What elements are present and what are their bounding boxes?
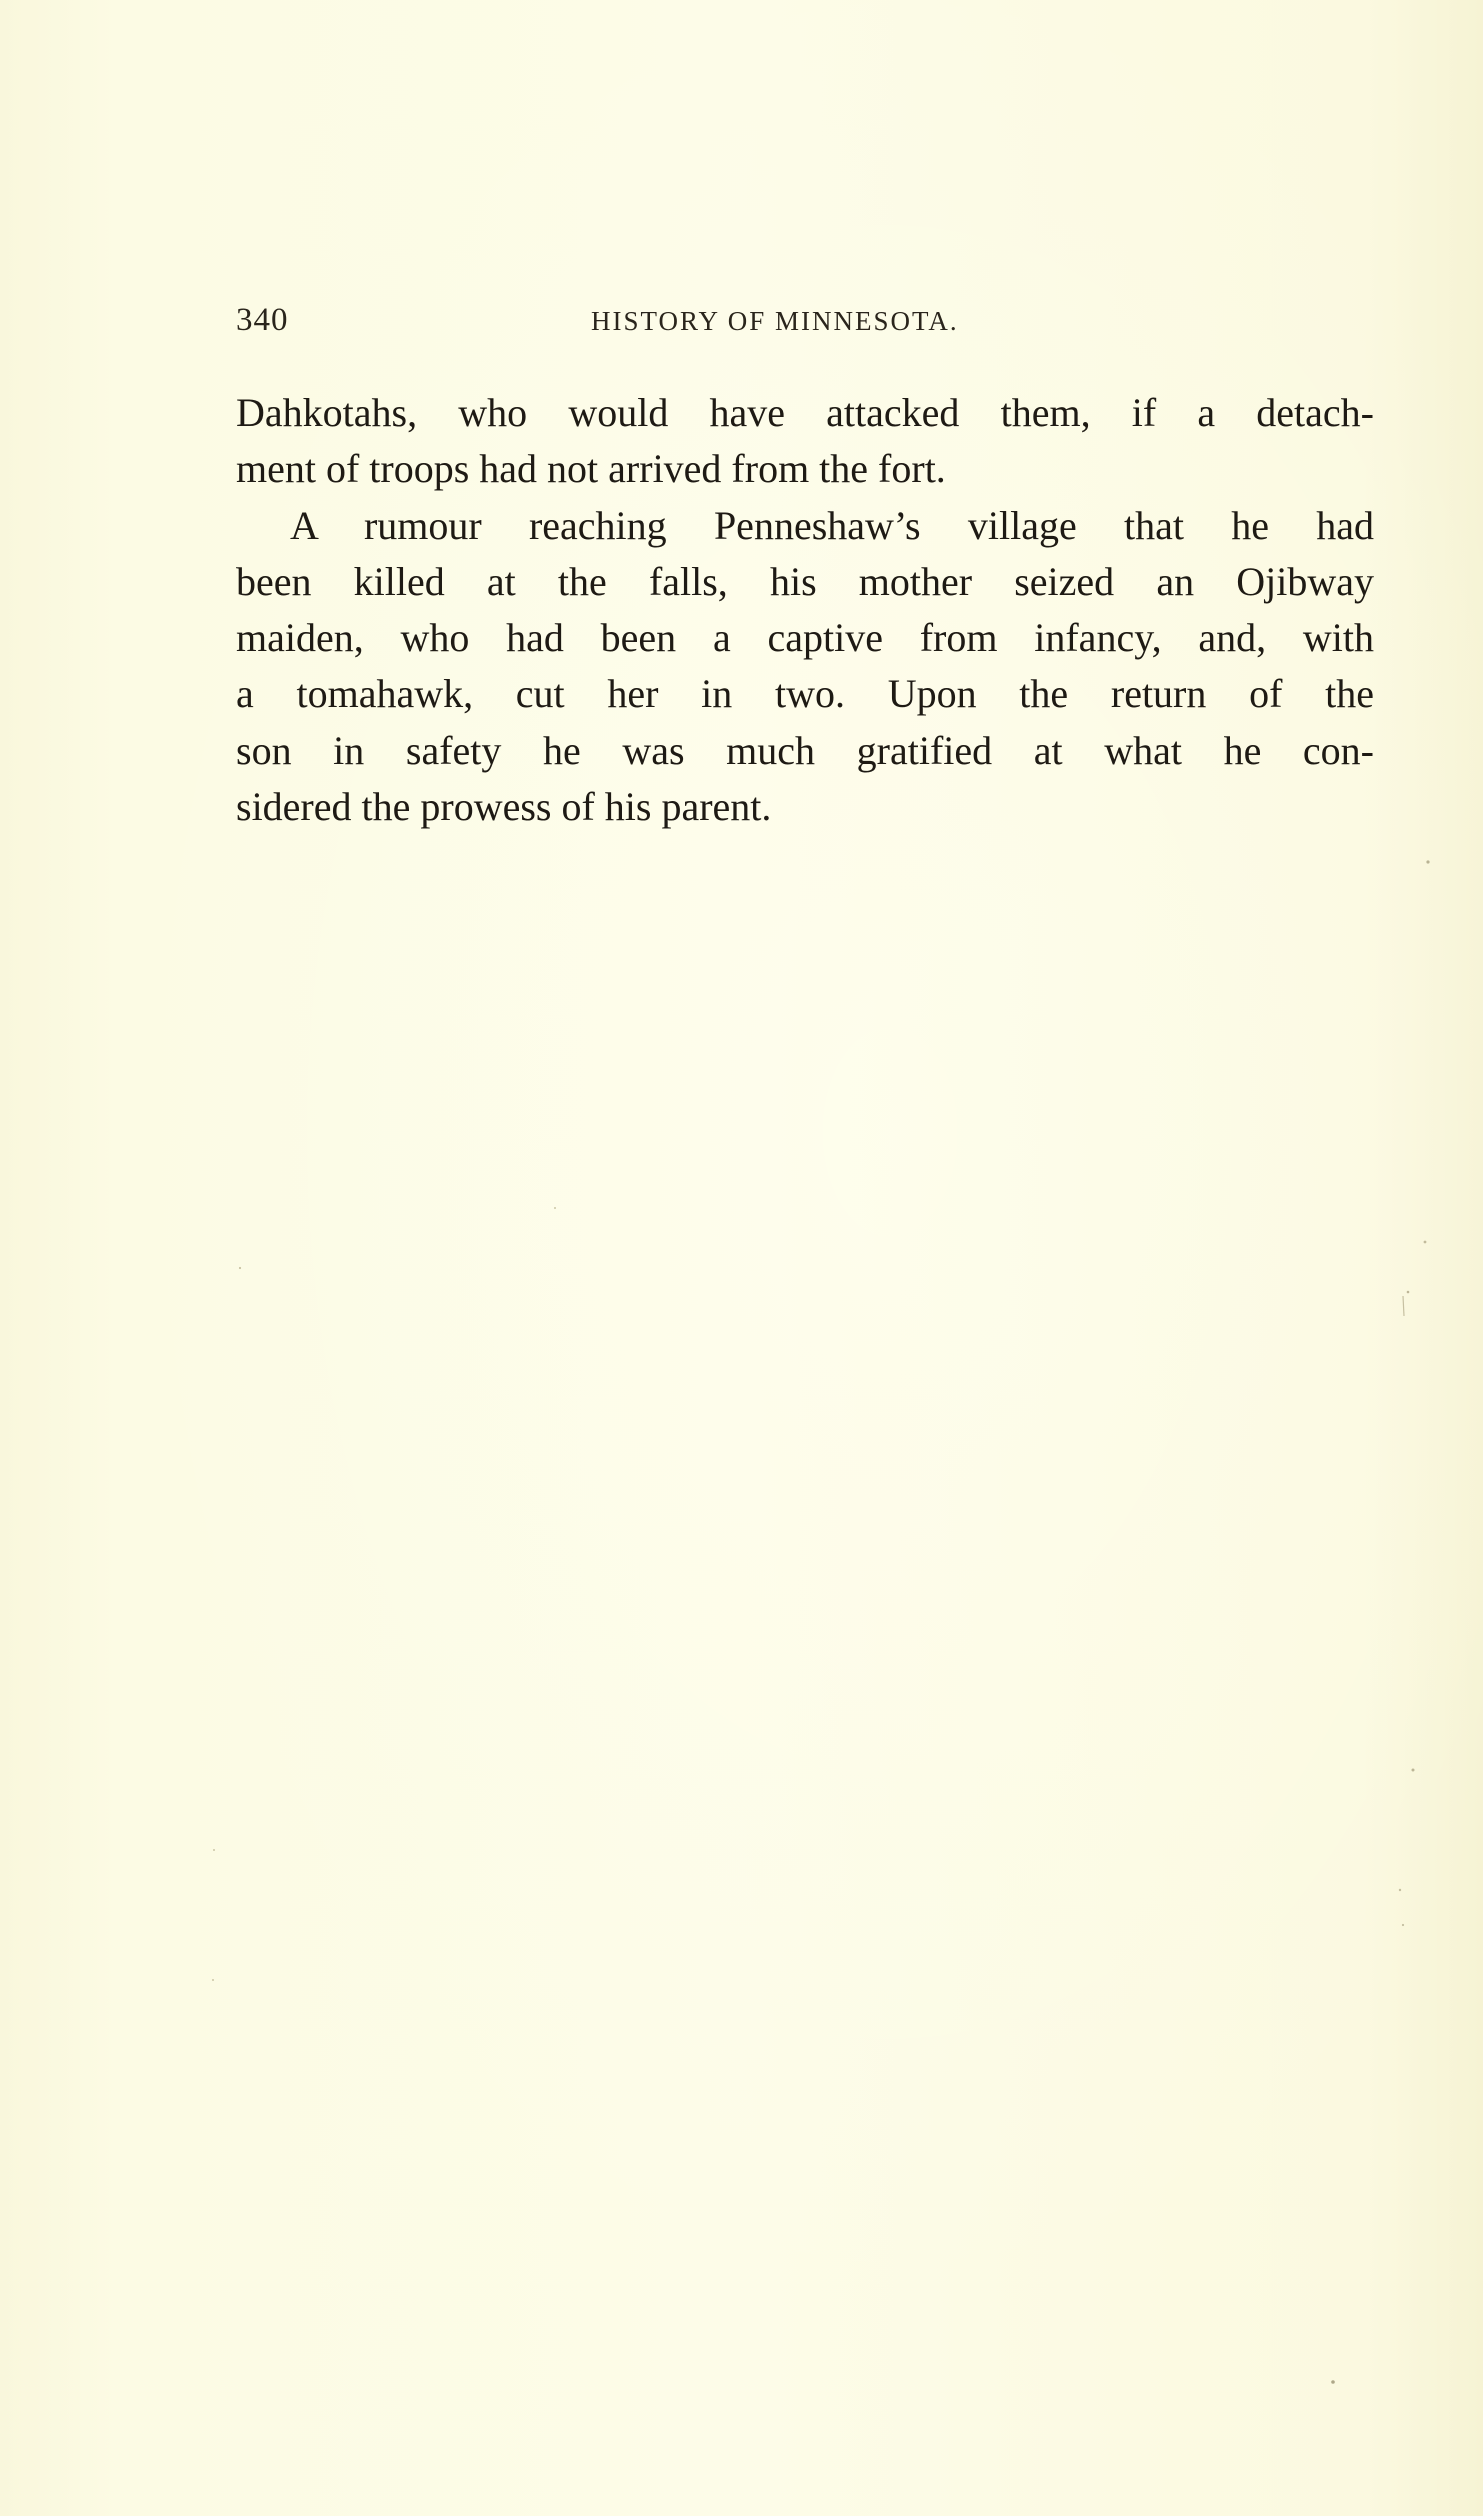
text-line: ment of troops had not arrived from the fort. [236, 446, 946, 492]
page-number: 340 [236, 302, 289, 338]
text-line: Dahkotahs, who would have attacked them, if a detach- [236, 390, 1374, 435]
running-title: HISTORY OF MINNESOTA. [591, 306, 959, 336]
text-line: maiden, who had been a captive from infancy, and, with [236, 615, 1374, 661]
text-line: sidered the prowess of his parent. [236, 784, 772, 830]
text-line: been killed at the falls, his mother seized an Ojibway [236, 558, 1374, 604]
text-line: a tomahawk, cut her in two. Upon the return of the [236, 671, 1374, 717]
running-head [236, 302, 1021, 346]
text-line: son in safety he was much gratified at what he con- [236, 727, 1374, 773]
body-text [236, 385, 1374, 835]
text-line: A rumour reaching Penneshaw’s village that he had [290, 502, 1374, 548]
